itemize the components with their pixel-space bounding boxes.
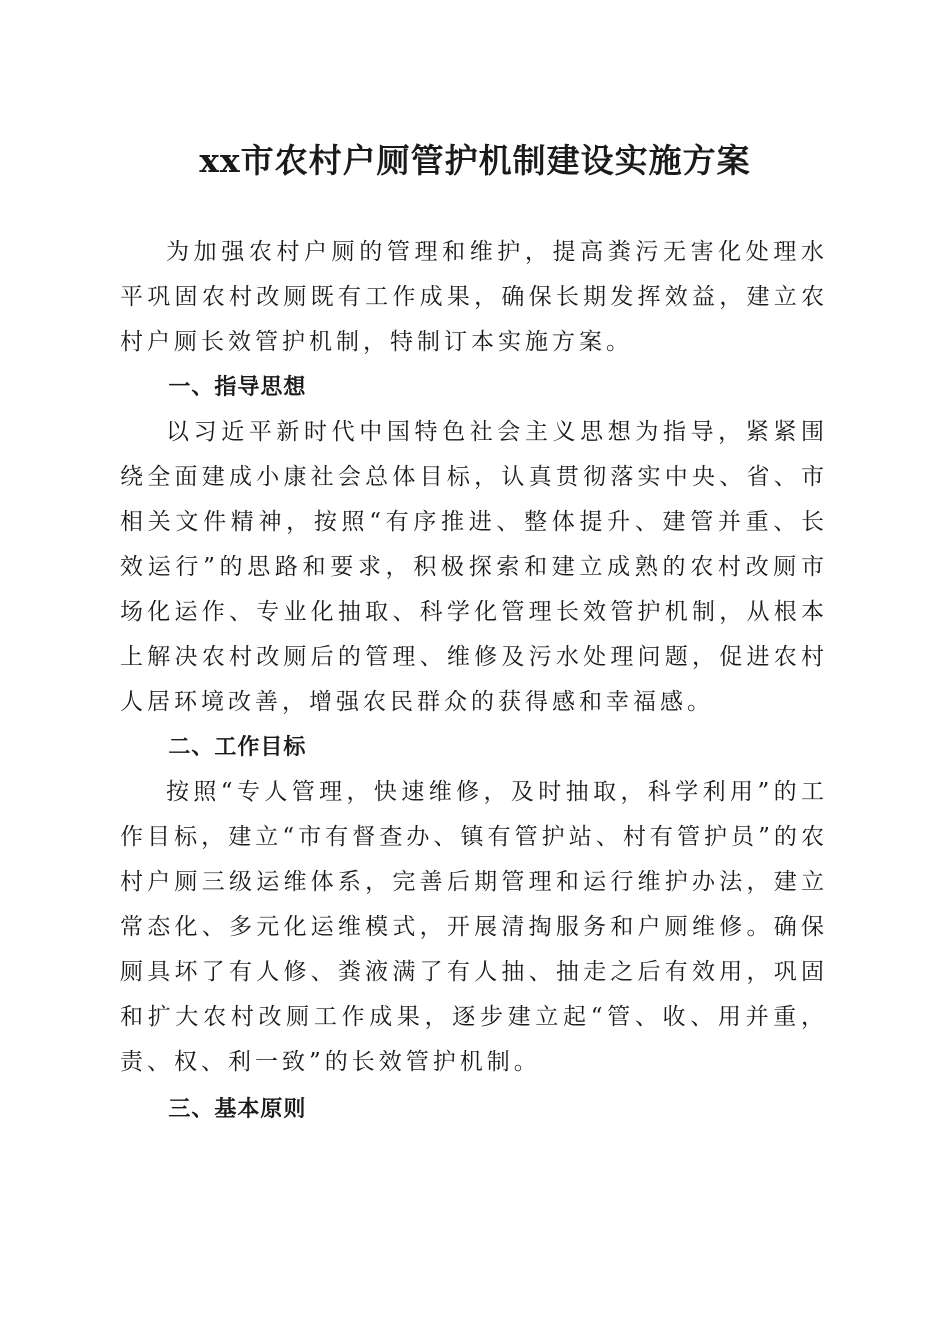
intro-paragraph: 为加强农村户厕的管理和维护，提高粪污无害化处理水平巩固农村改厕既有工作成果，确保长期发挥效益，建立农村户厕长效管护机制，特制订本实施方案。	[120, 239, 828, 355]
section-text-work-goals: 按照“专人管理，快速维修，及时抽取，科学利用”的工作目标，建立“市有督查办、镇有管护站、村有管护员”的农村户厕三级运维体系，完善后期管理和运行维护办法，建立常态化、多元化运维模式，开展清掏服务和户厕维修。确保厕具坏了有人修、粪液满了有人抽、抽走之后有效用，巩固和扩大农村改厕工作成果，逐步建立起“管、收、用并重，责、权、利一致”的长效管护机制。	[120, 779, 828, 1075]
section-heading-guiding-thought: 一、指导思想	[168, 375, 307, 400]
section-heading-basic-principles: 三、基本原则	[168, 1097, 307, 1122]
document-title: xx市农村户厕管护机制建设实施方案	[199, 141, 751, 180]
section-text-guiding-thought: 以习近平新时代中国特色社会主义思想为指导，紧紧围绕全面建成小康社会总体目标，认真贯彻落实中央、省、市相关文件精神，按照“有序推进、整体提升、建管并重、长效运行”的思路和要求，积极探索和建立成熟的农村改厕市场化运作、专业化抽取、科学化管理长效管护机制，从根本上解决农村改厕后的管理、维修及污水处理问题，促进农村人居环境改善，增强农民群众的获得感和幸福感。	[120, 419, 828, 715]
document-body	[120, 230, 828, 1132]
section-heading-work-goals: 二、工作目标	[168, 735, 307, 760]
